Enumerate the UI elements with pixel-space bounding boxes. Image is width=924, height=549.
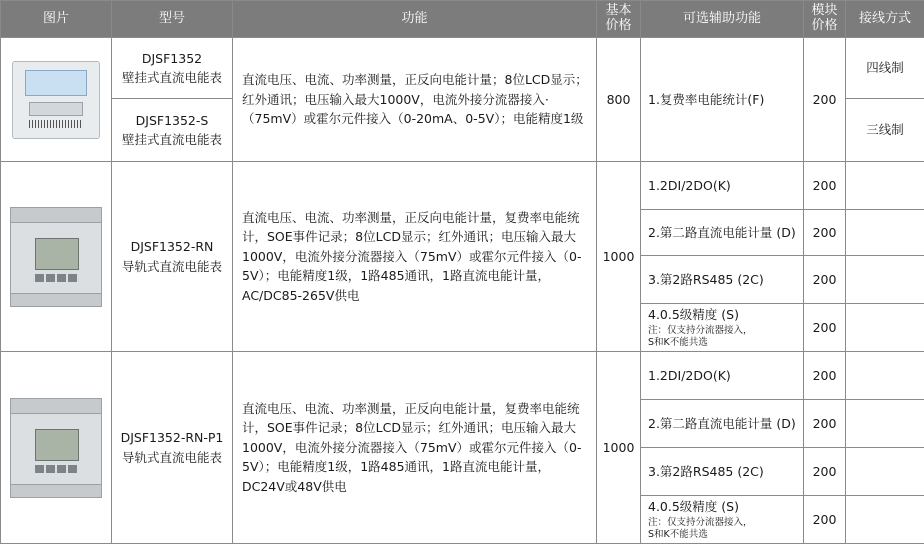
header-image: 图片: [1, 1, 112, 38]
product-image-cell: [1, 352, 112, 544]
wall-meter-image: [12, 61, 100, 139]
model-name: DJSF1352-RN: [130, 239, 214, 255]
wiring-empty: [846, 162, 924, 210]
model-desc: 壁挂式直流电能表: [121, 70, 222, 85]
option-note: S和K不能共选: [648, 337, 708, 349]
base-price: 1000: [597, 352, 641, 544]
table-row: [1, 38, 924, 99]
option-item: 2.第二路直流电能计量 (D): [641, 400, 804, 448]
option-note: S和K不能共选: [648, 529, 708, 541]
header-wiring: 接线方式: [846, 1, 924, 38]
model-name: DJSF1352-S: [135, 112, 209, 128]
base-price: 1000: [597, 162, 641, 352]
din-rail-meter-image: [10, 398, 102, 498]
wiring-empty: [846, 352, 924, 400]
table-header: [1, 1, 924, 38]
function-description: 直流电压、电流、功率测量，正反向电能计量，复费率电能统计，SOE事件记录；8位LCD显示；红外通讯；电压输入最大1000V，电流外接分流器接入（75mV）或霍尔元件接入（0-5V）；电能精度1级，1路485通讯，1路直流电能计量，DC24V或48V供电: [233, 352, 597, 544]
module-price: 200: [804, 162, 846, 210]
header-function: 功能: [233, 1, 597, 38]
wiring-option: 四线制: [846, 38, 924, 99]
option-item: 1.复费率电能统计(F): [641, 38, 804, 162]
wiring-empty: [846, 304, 924, 352]
header-options: 可选辅助功能: [641, 1, 804, 38]
module-price: 200: [804, 304, 846, 352]
wiring-option: 三线制: [846, 99, 924, 162]
din-rail-meter-image: [10, 207, 102, 307]
model-name: DJSF1352-RN-P1: [120, 430, 224, 446]
option-note: 注：仅支持分流器接入，: [648, 324, 753, 336]
function-description: 直流电压、电流、功率测量，正反向电能计量；8位LCD显示；红外通讯；电压输入最大1000V，电流外接分流器接入·（75mV）或霍尔元件接入（0-20mA、0-5V）；电能精度1级: [233, 38, 597, 162]
option-item: 1.2DI/2DO(K): [641, 352, 804, 400]
module-price: 200: [804, 256, 846, 304]
header-base-price: 基本 价格: [597, 1, 641, 38]
option-item: 1.2DI/2DO(K): [641, 162, 804, 210]
header-model: 型号: [112, 1, 233, 38]
table-row: [1, 352, 924, 400]
model-cell: [112, 99, 233, 162]
option-item: 3.第2路RS485 (2C): [641, 256, 804, 304]
module-price: 200: [804, 210, 846, 256]
option-item: [641, 304, 804, 352]
wiring-empty: [846, 448, 924, 496]
model-cell: [112, 162, 233, 352]
model-desc: 导轨式直流电能表: [121, 258, 222, 274]
module-price: 200: [804, 400, 846, 448]
wiring-empty: [846, 256, 924, 304]
module-price: 200: [804, 448, 846, 496]
module-price: 200: [804, 496, 846, 544]
model-cell: [112, 38, 233, 99]
module-price: 200: [804, 38, 846, 162]
wiring-empty: [846, 400, 924, 448]
model-desc: 导轨式直流电能表: [121, 449, 222, 465]
module-price: 200: [804, 352, 846, 400]
option-item: 3.第2路RS485 (2C): [641, 448, 804, 496]
option-note: 注：仅支持分流器接入，: [648, 516, 753, 528]
table-row: [1, 162, 924, 210]
wiring-empty: [846, 210, 924, 256]
model-cell: [112, 352, 233, 544]
base-price: 800: [597, 38, 641, 162]
header-module-price: 模块 价格: [804, 1, 846, 38]
option-item: 2.第二路直流电能计量 (D): [641, 210, 804, 256]
option-label: 4.0.5级精度 (S): [648, 307, 739, 323]
function-description: 直流电压、电流、功率测量，正反向电能计量，复费率电能统计，SOE事件记录；8位LCD显示；红外通讯；电压输入最大1000V，电流外接分流器接入（75mV）或霍尔元件接入（0-5V）；电能精度1级，1路485通讯，1路直流电能计量，AC/DC85-265V供电: [233, 162, 597, 352]
product-image-cell: [1, 38, 112, 162]
product-image-cell: [1, 162, 112, 352]
wiring-empty: [846, 496, 924, 544]
option-label: 4.0.5级精度 (S): [648, 499, 739, 515]
model-desc: 壁挂式直流电能表: [121, 132, 222, 147]
option-item: [641, 496, 804, 544]
model-name: DJSF1352: [141, 50, 203, 66]
